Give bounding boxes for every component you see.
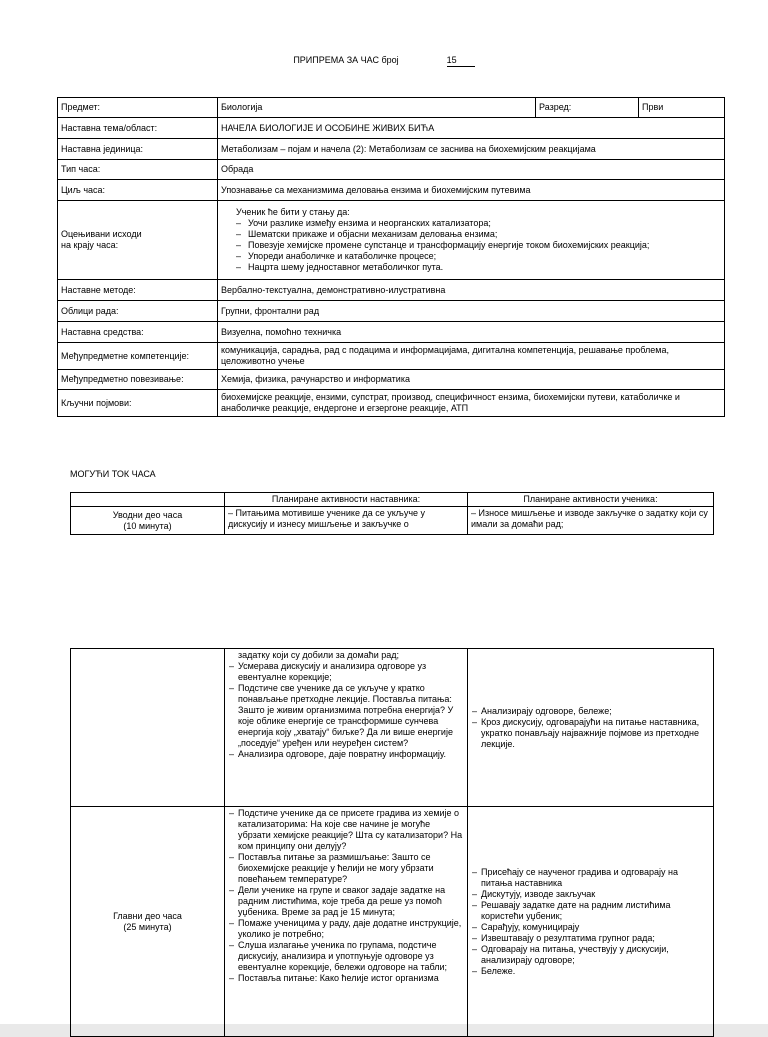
student-activity-item: – Присећају се наученог градива и одговарају на питања наставника xyxy=(481,867,710,889)
page-title-text: ПРИПРЕМА ЗА ЧАС број xyxy=(293,55,399,65)
type-label: Тип часа: xyxy=(58,160,218,180)
student-activity-item: – Дискутују, изводе закључак xyxy=(481,889,710,900)
goal-label: Циљ часа: xyxy=(58,180,218,201)
lesson-number: 15 xyxy=(447,55,475,67)
student-activity-item: – Извештавају о резултатима групног рада; xyxy=(481,933,710,944)
teacher-activity-item: – Дели ученике на групе и сваког задаје задатке на радним листићима, које треба да реше уз помоћ уџбеника. Време за рад је 15 минута; xyxy=(238,885,464,918)
row-methods xyxy=(58,280,725,301)
student-activity-item: – Сарађују, комуницирају xyxy=(481,922,710,933)
row-outcomes xyxy=(58,201,725,280)
student-continued-list xyxy=(471,706,710,750)
teacher-activity-item: – Помаже ученицима у раду, даје додатне инструкције, уколико је потребно; xyxy=(238,918,464,940)
intro-phase-line2: (10 минута) xyxy=(123,520,172,531)
flow-header-student: Планиране активности ученика: xyxy=(468,493,714,507)
outcomes-list xyxy=(232,218,721,273)
competences-value: комуникација, сарадња, рад с подацима и информацијама, дигитална компетенција, решавање проблема, целоживотно учење xyxy=(218,343,725,370)
row-keywords xyxy=(58,390,725,417)
row-topic xyxy=(58,118,725,139)
row-correlation xyxy=(58,370,725,390)
teacher-activity-item: – Анализира одговоре, даје повратну информацију. xyxy=(238,749,464,760)
flow-main-row xyxy=(71,807,714,1037)
goal-value: Упознавање са механизмима деловања ензима и биохемијским путевима xyxy=(218,180,725,201)
student-activity-item: – Решавају задатке дате на радним листићима користећи уџбеник; xyxy=(481,900,710,922)
outcome-item: – Повезује хемијске промене супстанце и трансформацију енергије током биохемијских реакција; xyxy=(248,240,721,251)
student-activity-item: – Анализирају одговоре, бележе; xyxy=(481,706,710,717)
intro-phase-line1: Уводни део часа xyxy=(112,509,183,520)
outcomes-intro: Ученик ће бити у стању да: xyxy=(236,207,350,217)
main-teacher-cell xyxy=(225,807,468,1037)
page-title xyxy=(0,55,768,67)
correlation-value: Хемија, физика, рачунарство и информатика xyxy=(218,370,725,390)
forms-label: Облици рада: xyxy=(58,301,218,322)
row-unit xyxy=(58,139,725,160)
outcomes-label xyxy=(58,201,218,280)
teacher-continued-list xyxy=(228,661,464,760)
outcome-item: – Нацрта шему једноставног метаболичког пута. xyxy=(248,262,721,273)
main-phase-line1: Главни део часа xyxy=(113,910,182,921)
row-competences xyxy=(58,343,725,370)
teacher-activity-item: – Подстиче ученике да се присете градива из хемије о катализаторима: На које све начине је могуће убрзати хемијске реакције? Шта су катализатори? На ком принципу они делују? xyxy=(238,808,464,852)
row-goal xyxy=(58,180,725,201)
flow-intro-row xyxy=(71,507,714,535)
keywords-label: Кључни појмови: xyxy=(58,390,218,417)
unit-value: Метаболизам – појам и начела (2): Метаболизам се заснива на биохемијским реакцијама xyxy=(218,139,725,160)
type-value: Обрада xyxy=(218,160,725,180)
outcomes-value xyxy=(218,201,725,280)
intro-teacher-cell: – Питањима мотивише ученике да се укључе у дискусију и изнесу мишљење и закључке о xyxy=(225,507,468,535)
subject-label: Предмет: xyxy=(58,98,218,118)
intro-student-cell: – Износе мишљење и изводе закључке о задатку који су имали за домаћи рад; xyxy=(468,507,714,535)
lesson-flow-table-continued xyxy=(70,648,714,1037)
correlation-label: Међупредметно повезивање: xyxy=(58,370,218,390)
unit-label: Наставна јединица: xyxy=(58,139,218,160)
intro-phase-cell xyxy=(71,507,225,535)
teacher-activity-item: – Усмерава дискусију и анализира одговоре уз евентуалне корекције; xyxy=(238,661,464,683)
main-phase-line2: (25 минута) xyxy=(123,921,172,932)
intro-student-continued-cell xyxy=(468,649,714,807)
row-subject xyxy=(58,98,725,118)
student-activity-item: – Одговарају на питања, учествују у дискусији, анализирају одговоре; xyxy=(481,944,710,966)
methods-label: Наставне методе: xyxy=(58,280,218,301)
row-means xyxy=(58,322,725,343)
grade-label: Разред: xyxy=(536,98,639,118)
grade-value: Први xyxy=(639,98,725,118)
flow-header-phase xyxy=(71,493,225,507)
outcome-item: – Упореди анаболичке и катаболичке процесе; xyxy=(248,251,721,262)
subject-value: Биологија xyxy=(218,98,536,118)
lesson-flow-table xyxy=(70,492,714,535)
main-phase-cell xyxy=(71,807,225,1037)
student-activity-item: – Кроз дискусију, одговарајући на питање наставника, укратко понављају најважније појмове из претходне лекције. xyxy=(481,717,710,750)
row-forms xyxy=(58,301,725,322)
flow-header-teacher: Планиране активности наставника: xyxy=(225,493,468,507)
topic-label: Наставна тема/област: xyxy=(58,118,218,139)
methods-value: Вербално-текстуална, демонстративно-илустративна xyxy=(218,280,725,301)
teacher-activity-item: – Слуша излагање ученика по групама, подстиче дискусију, анализира и употпуњује одговоре уз евентуалне корекције, бележи одговоре на табли; xyxy=(238,940,464,973)
teacher-activity-item: – Подстиче све ученике да се укључе у кратко понављање претходне лекције. Поставља питања: Зашто је живим организмима потребна енергија? У које облике енергије се трансформише сунчева енергија коју „хватају“ биљке? Да ли више енергије „поседује“ уређен или неуређен систем? xyxy=(238,683,464,749)
means-value: Визуелна, помоћно техничка xyxy=(218,322,725,343)
keywords-value: биохемијске реакције, ензими, супстрат, производ, специфичност ензима, биохемијски путеви, катаболичке и анаболичке реакције, ендергоне и егзергоне реакције, АТП xyxy=(218,390,725,417)
main-teacher-list xyxy=(228,808,464,984)
intro-teacher-continued-cell xyxy=(225,649,468,807)
lesson-info-table xyxy=(57,97,725,417)
teacher-activity-item: – Поставља питање: Како ћелије истог организма xyxy=(238,973,464,984)
outcomes-label-line1: Оцењивани исходи xyxy=(61,229,142,239)
main-student-list xyxy=(471,867,710,977)
outcome-item: – Шематски прикаже и објасни механизам деловања ензима; xyxy=(248,229,721,240)
topic-value: НАЧЕЛА БИОЛОГИЈЕ И ОСОБИНЕ ЖИВИХ БИЋА xyxy=(218,118,725,139)
teacher-activity-item: – Поставља питање за размишљање: Зашто се биохемијске реакције у ћелији не могу убрзати повећањем температуре? xyxy=(238,852,464,885)
outcomes-label-line2: на крају часа: xyxy=(61,240,119,250)
means-label: Наставна средства: xyxy=(58,322,218,343)
forms-value: Групни, фронтални рад xyxy=(218,301,725,322)
outcome-item: – Уочи разлике између ензима и неорганских катализатора; xyxy=(248,218,721,229)
main-student-cell xyxy=(468,807,714,1037)
row-type xyxy=(58,160,725,180)
flow-header-row xyxy=(71,493,714,507)
flow-intro-continued-row xyxy=(71,649,714,807)
competences-label: Међупредметне компетенције: xyxy=(58,343,218,370)
teacher-continued-text: задатку који су добили за домаћи рад; xyxy=(238,650,400,660)
intro-phase-continued-cell xyxy=(71,649,225,807)
student-activity-item: – Бележе. xyxy=(481,966,710,977)
section-heading: МОГУЋИ ТОК ЧАСА xyxy=(70,469,156,479)
